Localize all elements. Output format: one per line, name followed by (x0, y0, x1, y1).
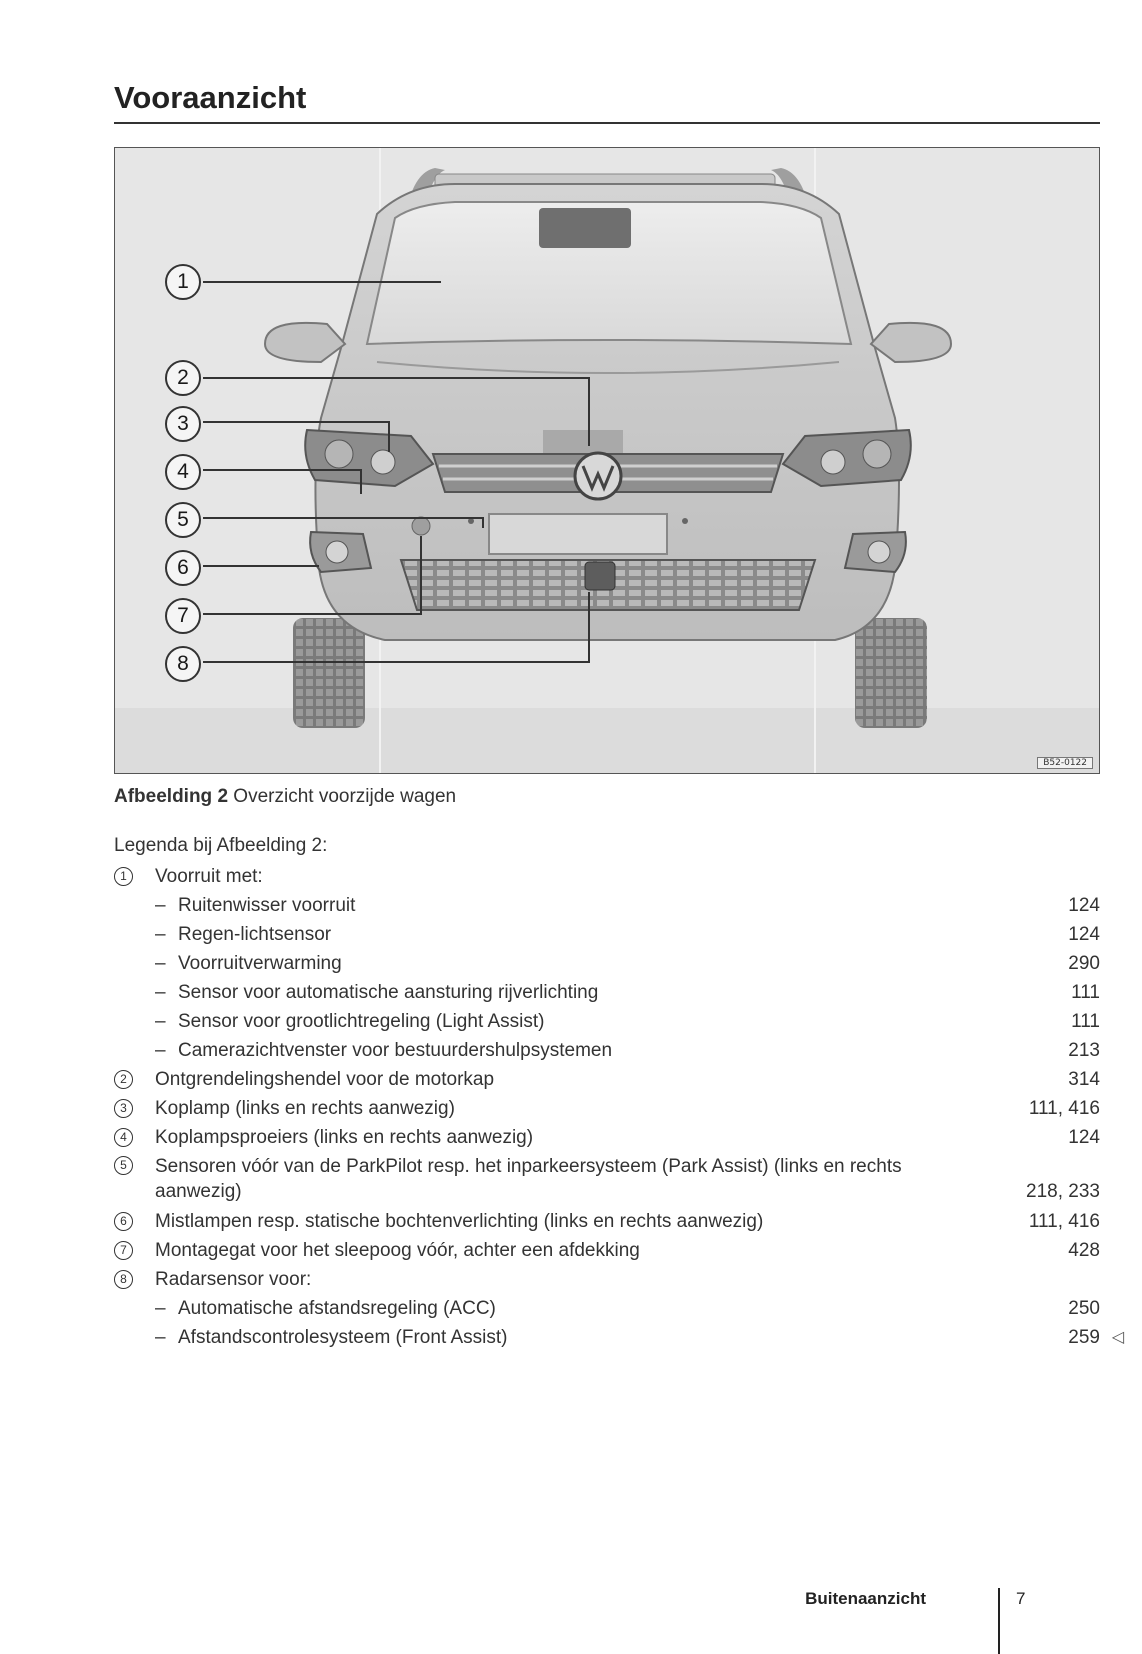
page-reference: 111, 416 (1028, 1098, 1100, 1119)
legend-subitem-text: Sensor voor grootlichtregeling (Light Assist) (178, 1011, 545, 1032)
legend-item-text: Koplamp (links en rechts aanwezig) (155, 1098, 455, 1119)
legend-subitem-text: Regen-lichtsensor (178, 924, 332, 945)
hood-release-area (543, 430, 623, 454)
legend-number: 6 (114, 1212, 133, 1231)
legend-item-text: Radarsensor voor: (155, 1269, 312, 1290)
car-front-figure (114, 147, 1100, 774)
caption-label: Afbeelding 2 (114, 786, 229, 807)
legend-title: Legenda bij Afbeelding 2: (114, 835, 328, 856)
legend-number: 7 (114, 1241, 133, 1260)
legend-item (114, 1094, 1100, 1123)
page-reference: 314 (1068, 1069, 1100, 1090)
callout-6: 6 (165, 550, 201, 586)
legend-subitem: – Voorruitverwarming 290 (114, 949, 1100, 978)
legend-item (114, 1152, 1100, 1207)
legend-item (114, 1265, 1100, 1294)
legend-number: 2 (114, 1070, 133, 1089)
legend-number: 8 (114, 1270, 133, 1289)
legend-number: 4 (114, 1128, 133, 1147)
page-reference: 290 (1068, 953, 1100, 974)
right-tire (855, 618, 927, 728)
callout-3: 3 (165, 406, 201, 442)
legend-item (114, 1123, 1100, 1152)
radar-sensor (585, 562, 615, 590)
legend-item (114, 1065, 1100, 1094)
page-reference: 259 (1068, 1327, 1100, 1348)
caption-text: Overzicht voorzijde wagen (233, 786, 457, 807)
legend-subitem: – Camerazichtvenster voor bestuurdershulpsystemen 213 (114, 1036, 1100, 1065)
callout-7: 7 (165, 598, 201, 634)
legend-subitem: – Sensor voor grootlichtregeling (Light Assist) 111 (114, 1007, 1100, 1036)
page-number: 7 (1016, 1589, 1026, 1608)
legend-subitem-text: Afstandscontrolesysteem (Front Assist) (178, 1327, 508, 1348)
footer-section-title: Buitenaanzicht (805, 1589, 926, 1608)
callout-2: 2 (165, 360, 201, 396)
legend-list (114, 862, 1124, 1352)
page-reference: 111 (1071, 1011, 1100, 1032)
figure-id: B52-0122 (1037, 757, 1093, 769)
legend-item-text: Mistlampen resp. statische bochtenverlichting (links en rechts aanwezig) (155, 1211, 764, 1232)
page-reference: 213 (1068, 1040, 1100, 1061)
left-tire (293, 618, 365, 728)
callout-8: 8 (165, 646, 201, 682)
legend-item-text: Koplampsproeiers (links en rechts aanwezig) (155, 1127, 534, 1148)
legend-subitem: – Regen-lichtsensor 124 (114, 920, 1100, 949)
legend-subitem-text: Automatische afstandsregeling (ACC) (178, 1298, 496, 1319)
legend-item-text: Ontgrendelingshendel voor de motorkap (155, 1069, 495, 1090)
legend-item-text: Voorruit met: (155, 866, 263, 887)
legend-number: 1 (114, 867, 133, 886)
page-reference: 124 (1068, 1127, 1100, 1148)
tow-eye-cover (412, 517, 430, 535)
legend-item (114, 1207, 1100, 1236)
page-reference: 428 (1068, 1240, 1100, 1261)
legend-item-text: Montagegat voor het sleepoog vóór, achter een afdekking (155, 1240, 640, 1261)
callout-4: 4 (165, 454, 201, 490)
callout-5: 5 (165, 502, 201, 538)
legend-subitem: – Sensor voor automatische aansturing rijverlichting 111 (114, 978, 1100, 1007)
page-reference: 250 (1068, 1298, 1100, 1319)
callout-1: 1 (165, 264, 201, 300)
license-plate-area (489, 514, 667, 554)
page-reference: 124 (1068, 924, 1100, 945)
figure-caption (114, 786, 456, 808)
legend-subitem: – Afstandscontrolesysteem (Front Assist) 259 ◁ (114, 1323, 1100, 1352)
legend-number: 5 (114, 1156, 133, 1175)
legend-subitem-text: Voorruitverwarming (178, 953, 342, 974)
page-reference: 124 (1068, 895, 1100, 916)
page-reference: 111 (1071, 982, 1100, 1003)
title-rule (114, 122, 1100, 124)
legend-item (114, 862, 1100, 891)
continue-arrow-icon: ◁ (1111, 1329, 1124, 1346)
legend-subitem-text: Camerazichtvenster voor bestuurdershulpsystemen (178, 1040, 613, 1061)
page-reference: 218, 233 (1026, 1181, 1100, 1202)
legend-item (114, 1236, 1100, 1265)
legend-subitem-text: Ruitenwisser voorruit (178, 895, 356, 916)
legend-number: 3 (114, 1099, 133, 1118)
page-title: Vooraanzicht (114, 80, 307, 115)
legend-subitem-text: Sensor voor automatische aansturing rijverlichting (178, 982, 599, 1003)
legend-subitem: – Ruitenwisser voorruit 124 (114, 891, 1100, 920)
legend-subitem: – Automatische afstandsregeling (ACC) 250 (114, 1294, 1100, 1323)
car-front-illustration (115, 148, 1100, 774)
page-reference: 111, 416 (1028, 1211, 1100, 1232)
camera-window (539, 208, 631, 248)
footer-divider (998, 1588, 1000, 1654)
legend-item-text: Sensoren vóór van de ParkPilot resp. het inparkeersysteem (Park Assist) (links en rechts aanwezig) (155, 1156, 902, 1202)
